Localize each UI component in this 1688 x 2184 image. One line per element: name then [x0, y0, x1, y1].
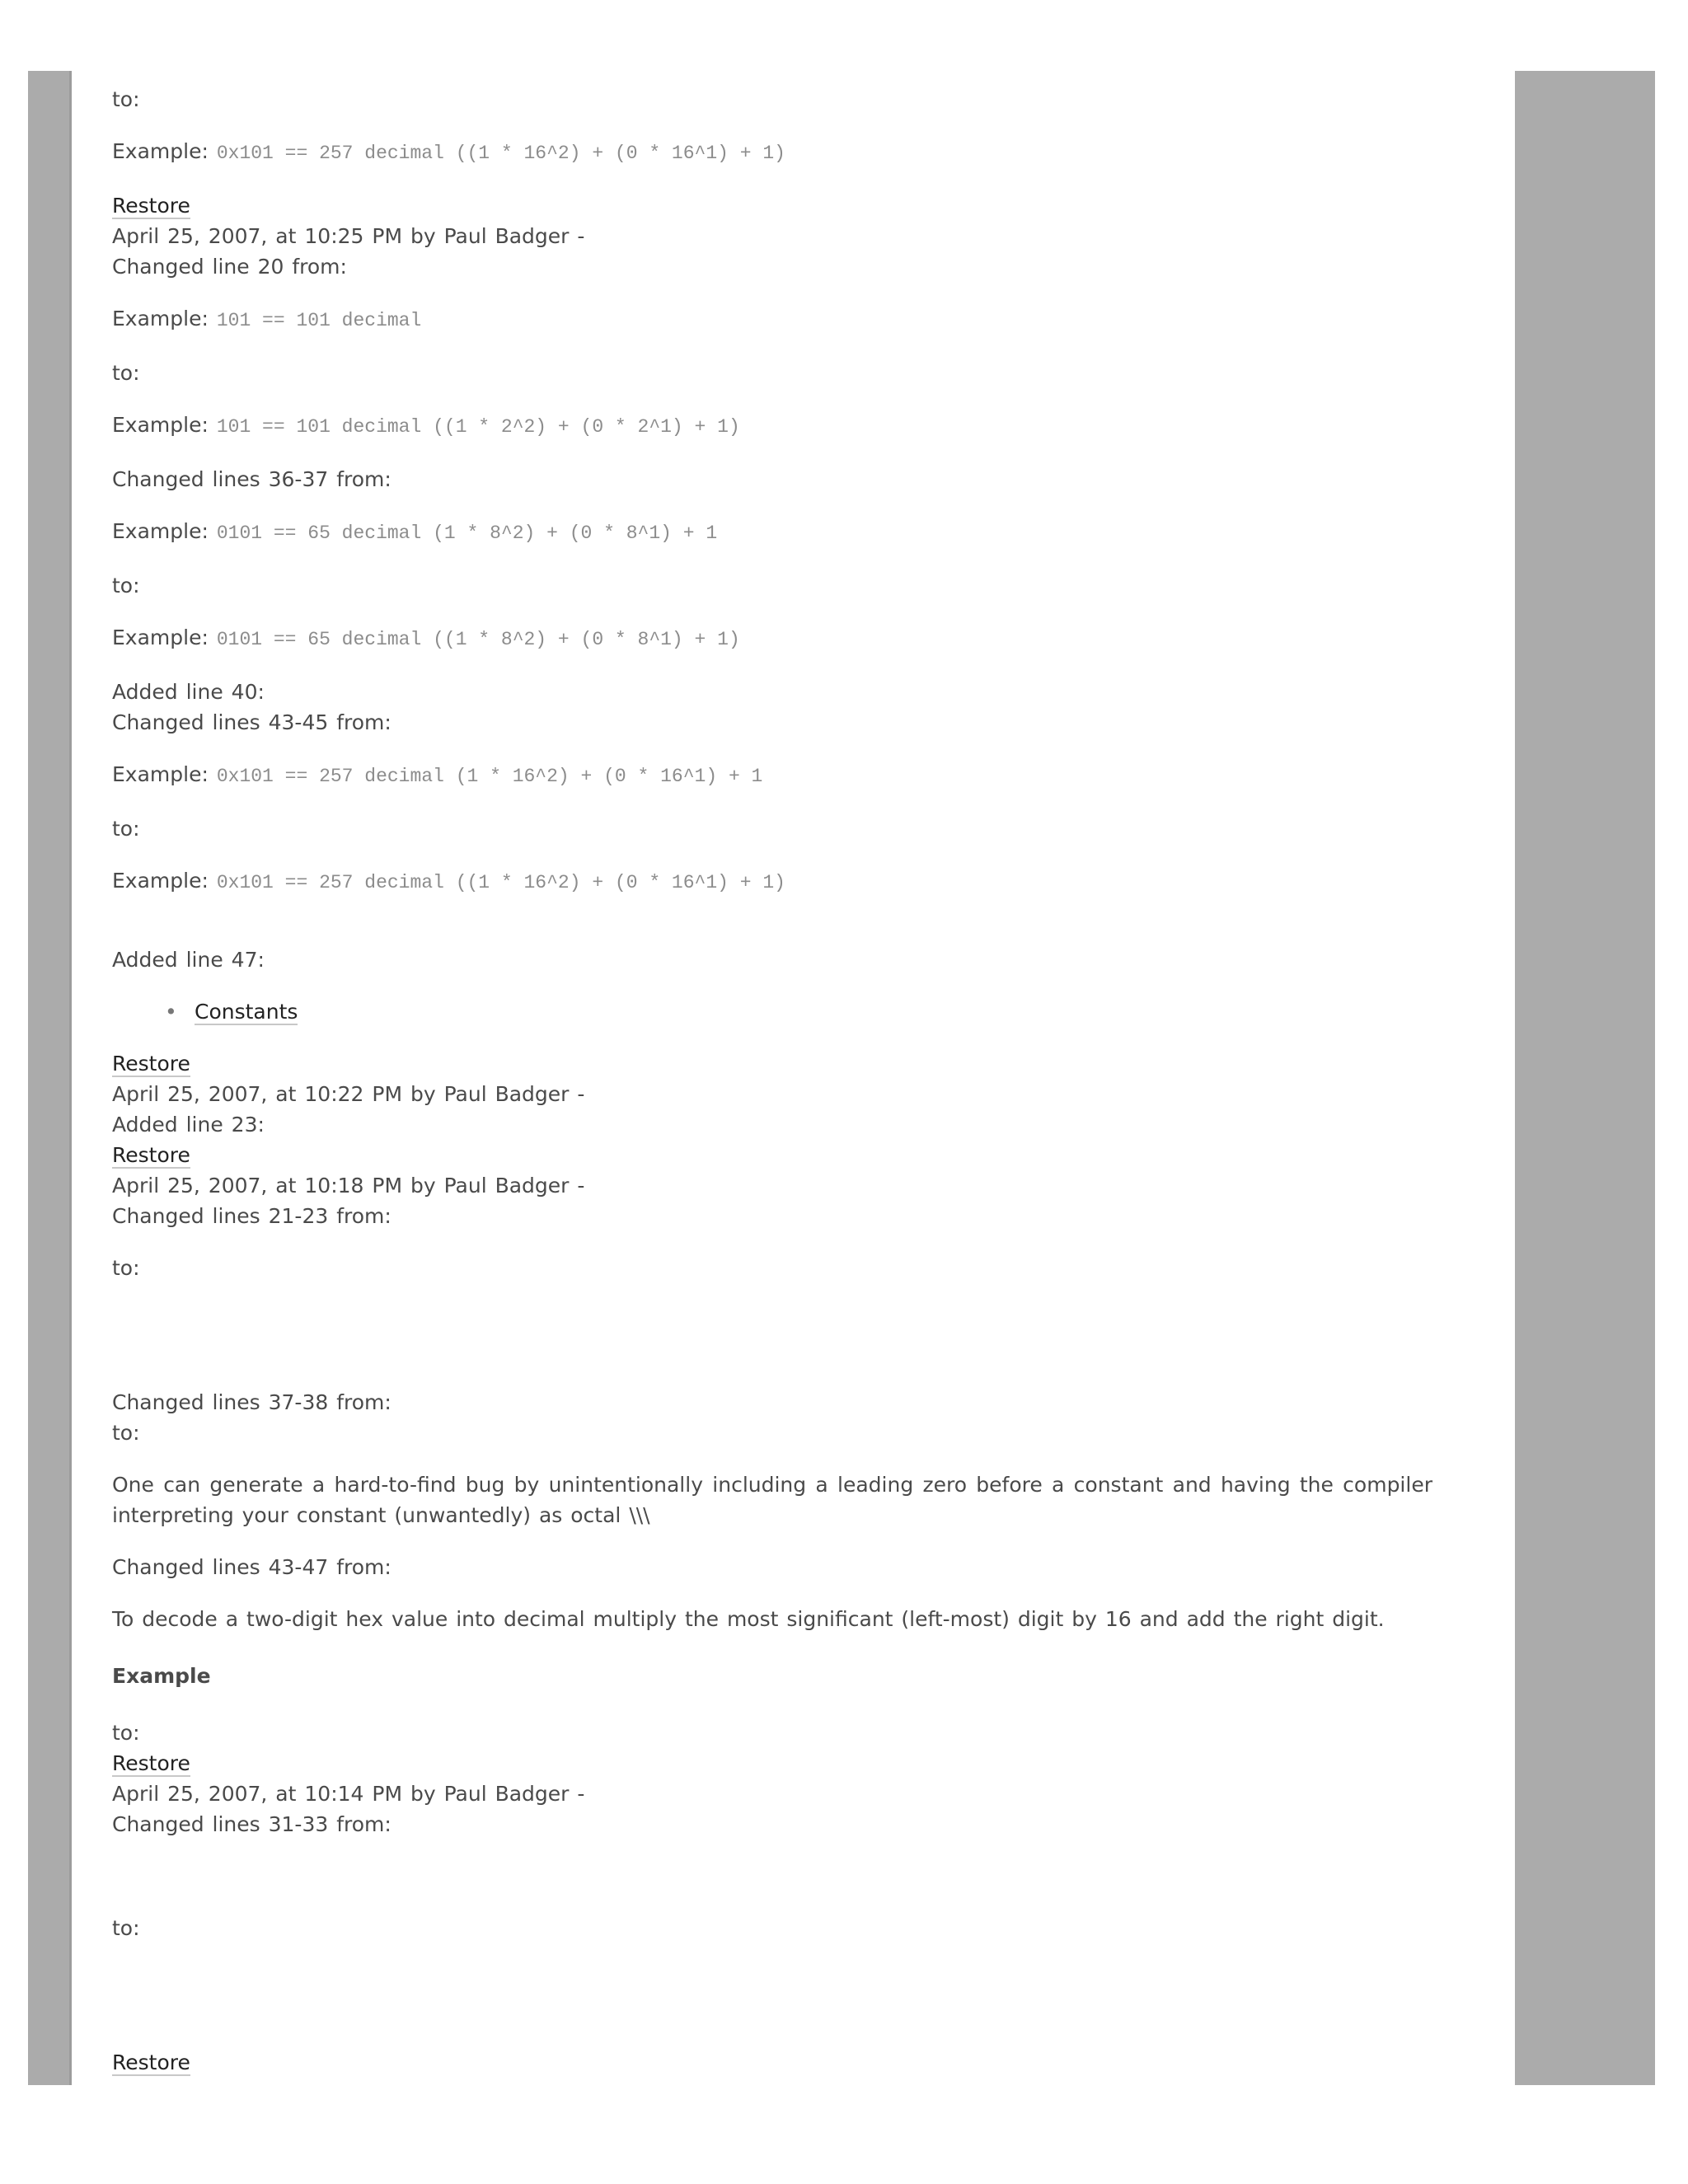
- example-code: 0x101 == 257 decimal ((1 * 16^2) + (0 * 16^1) + 1): [216, 872, 785, 893]
- diff-to-label: to:: [112, 1916, 140, 1940]
- revision-meta: April 25, 2007, at 10:22 PM by Paul Badger -: [112, 1082, 585, 1106]
- example-code: 101 == 101 decimal ((1 * 2^2) + (0 * 2^1) + 1): [216, 416, 740, 438]
- diff-to-label: to:: [112, 1421, 140, 1445]
- restore-link-row: [112, 1748, 1432, 1779]
- list-item: [165, 996, 1432, 1027]
- restore-link[interactable]: Restore: [112, 1052, 190, 1076]
- example-label: Example:: [112, 762, 209, 786]
- page-history-content: [112, 84, 1432, 2078]
- body-paragraph: To decode a two-digit hex value into decimal multiply the most significant (left-most) digit by 16 and add the right digit.: [112, 1607, 1385, 1631]
- example-code: 0x101 == 257 decimal ((1 * 16^2) + (0 * 16^1) + 1): [216, 143, 785, 164]
- example-line: [112, 516, 1432, 549]
- bullet-icon: •: [165, 1000, 177, 1024]
- example-label: Example:: [112, 139, 209, 163]
- example-code: 0101 == 65 decimal ((1 * 8^2) + (0 * 8^1) + 1): [216, 629, 740, 650]
- example-label: Example:: [112, 519, 209, 543]
- diff-to-label: to:: [112, 1256, 140, 1280]
- example-label: Example:: [112, 626, 209, 649]
- restore-link-row: [112, 2047, 1432, 2078]
- example-line: [112, 759, 1432, 792]
- added-summary: Added line 47:: [112, 948, 265, 972]
- diff-to-label: to:: [112, 1721, 140, 1745]
- example-code: 0x101 == 257 decimal (1 * 16^2) + (0 * 16^1) + 1: [216, 766, 763, 787]
- left-sidebar-bar: [28, 71, 72, 2085]
- change-summary: Changed lines 36-37 from:: [112, 467, 392, 491]
- change-summary: Changed lines 43-45 from:: [112, 710, 392, 734]
- change-summary: Changed line 20 from:: [112, 255, 347, 279]
- change-summary: Changed lines 37-38 from:: [112, 1390, 392, 1414]
- diff-to-label: to:: [112, 361, 140, 385]
- example-line: [112, 622, 1432, 655]
- example-code: 0101 == 65 decimal (1 * 8^2) + (0 * 8^1) + 1: [216, 523, 718, 544]
- example-line: [112, 410, 1432, 443]
- added-summary: Added line 40:: [112, 680, 265, 704]
- example-line: [112, 136, 1432, 169]
- restore-link[interactable]: Restore: [112, 1143, 190, 1167]
- restore-link[interactable]: Restore: [112, 1751, 190, 1775]
- restore-link[interactable]: Restore: [112, 194, 190, 218]
- revision-meta: April 25, 2007, at 10:14 PM by Paul Badger -: [112, 1782, 585, 1806]
- added-summary: Added line 23:: [112, 1113, 265, 1137]
- example-line: [112, 865, 1432, 898]
- section-heading: [112, 1661, 1432, 1691]
- body-paragraph: One can generate a hard-to-find bug by unintentionally including a leading zero before a constant and having the compiler interpreting your constant (unwantedly) as octal \\\: [112, 1473, 1432, 1527]
- restore-link-row: [112, 1140, 1432, 1170]
- example-label: Example:: [112, 307, 209, 330]
- diff-to-label: to:: [112, 574, 140, 598]
- example-code: 101 == 101 decimal: [216, 310, 422, 331]
- constants-link[interactable]: Constants: [195, 1000, 298, 1024]
- diff-to-label: to:: [112, 817, 140, 841]
- change-summary: Changed lines 31-33 from:: [112, 1812, 392, 1836]
- example-label: Example:: [112, 869, 209, 893]
- example-heading: Example: [112, 1664, 211, 1688]
- example-label: Example:: [112, 413, 209, 437]
- revision-meta: April 25, 2007, at 10:25 PM by Paul Badger -: [112, 224, 585, 248]
- restore-link-row: [112, 190, 1432, 221]
- diff-to-label: to:: [112, 87, 140, 111]
- change-summary: Changed lines 21-23 from:: [112, 1204, 392, 1228]
- example-line: [112, 303, 1432, 336]
- change-summary: Changed lines 43-47 from:: [112, 1555, 392, 1579]
- right-sidebar-bar: [1515, 71, 1655, 2085]
- restore-link-row: [112, 1048, 1432, 1079]
- revision-meta: April 25, 2007, at 10:18 PM by Paul Badger -: [112, 1174, 585, 1197]
- bullet-list: [112, 996, 1432, 1027]
- restore-link[interactable]: Restore: [112, 2050, 190, 2074]
